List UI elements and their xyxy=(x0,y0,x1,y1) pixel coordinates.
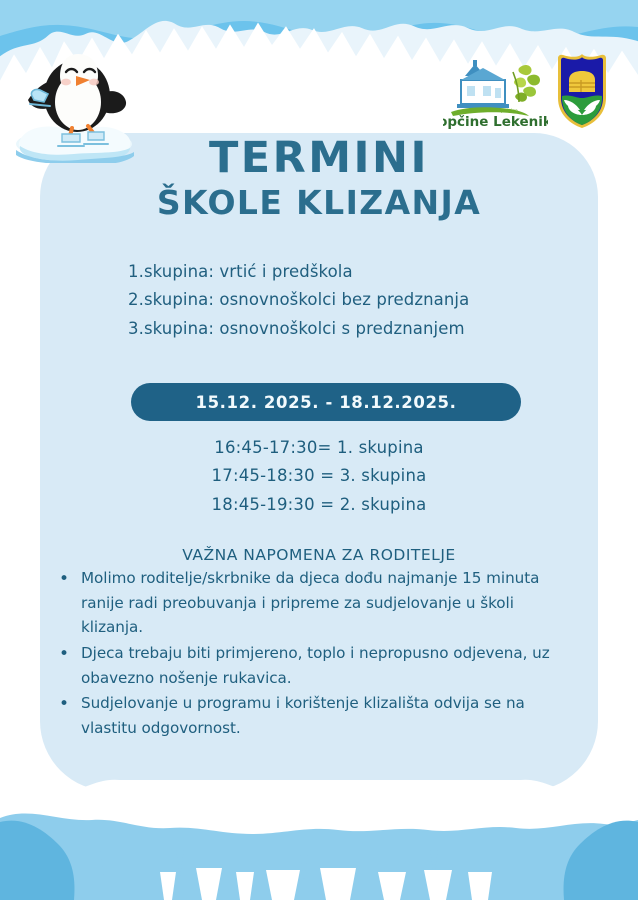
tz-subcaption: Turistička Zajednica xyxy=(472,109,518,114)
municipality-coat-of-arms-icon xyxy=(554,52,610,130)
bullet-icon: • xyxy=(58,569,70,589)
tz-lekenik-logo xyxy=(443,52,548,134)
schedule-list xyxy=(40,434,598,519)
schedule-list-item: 18:45-19:30 = 2. skupina xyxy=(211,494,427,514)
ice-bottom-decoration xyxy=(0,760,638,900)
logo-group xyxy=(443,52,608,134)
schedule-list-item: 17:45-18:30 = 3. skupina xyxy=(211,466,427,486)
list-item xyxy=(57,566,577,640)
date-range-text: 15.12. 2025. - 18.12.2025. xyxy=(195,392,457,412)
group-list xyxy=(128,258,558,343)
page-subtitle: ŠKOLE KLIZANJA xyxy=(156,183,482,222)
group-list-item: 1.skupina: vrtić i predškola xyxy=(128,262,353,281)
poster-title-block xyxy=(40,133,598,222)
list-item xyxy=(57,691,577,740)
tz-caption: opčine Lekenik xyxy=(443,114,548,130)
date-range-banner xyxy=(131,383,521,421)
notes-heading: VAŽNA NAPOMENA ZA RODITELJE xyxy=(182,546,456,564)
schedule-list-item: 16:45-17:30= 1. skupina xyxy=(214,438,424,457)
notes-list xyxy=(57,566,577,741)
group-list-item: 3.skupina: osnovnoškolci s predznanjem xyxy=(128,318,465,338)
note-text: Molimo roditelje/skrbnike da djeca dođu najmanje 15 minuta ranije radi preobuvanja i pripreme za sudjelovanje u školi klizanja. xyxy=(81,569,540,637)
bullet-icon: • xyxy=(58,694,70,715)
note-text: Sudjelovanje u programu i korištenje klizališta odvija se na vlastitu odgovornost. xyxy=(81,694,525,737)
list-item xyxy=(57,641,577,690)
bullet-icon: • xyxy=(58,643,70,664)
note-text: Djeca trebaju biti primjereno, toplo i nepropusno odjevena, uz obavezno nošenje rukavica. xyxy=(81,643,550,687)
page-title: TERMINI xyxy=(208,133,430,183)
group-list-item: 2.skupina: osnovnoškolci bez predznanja xyxy=(128,290,470,310)
